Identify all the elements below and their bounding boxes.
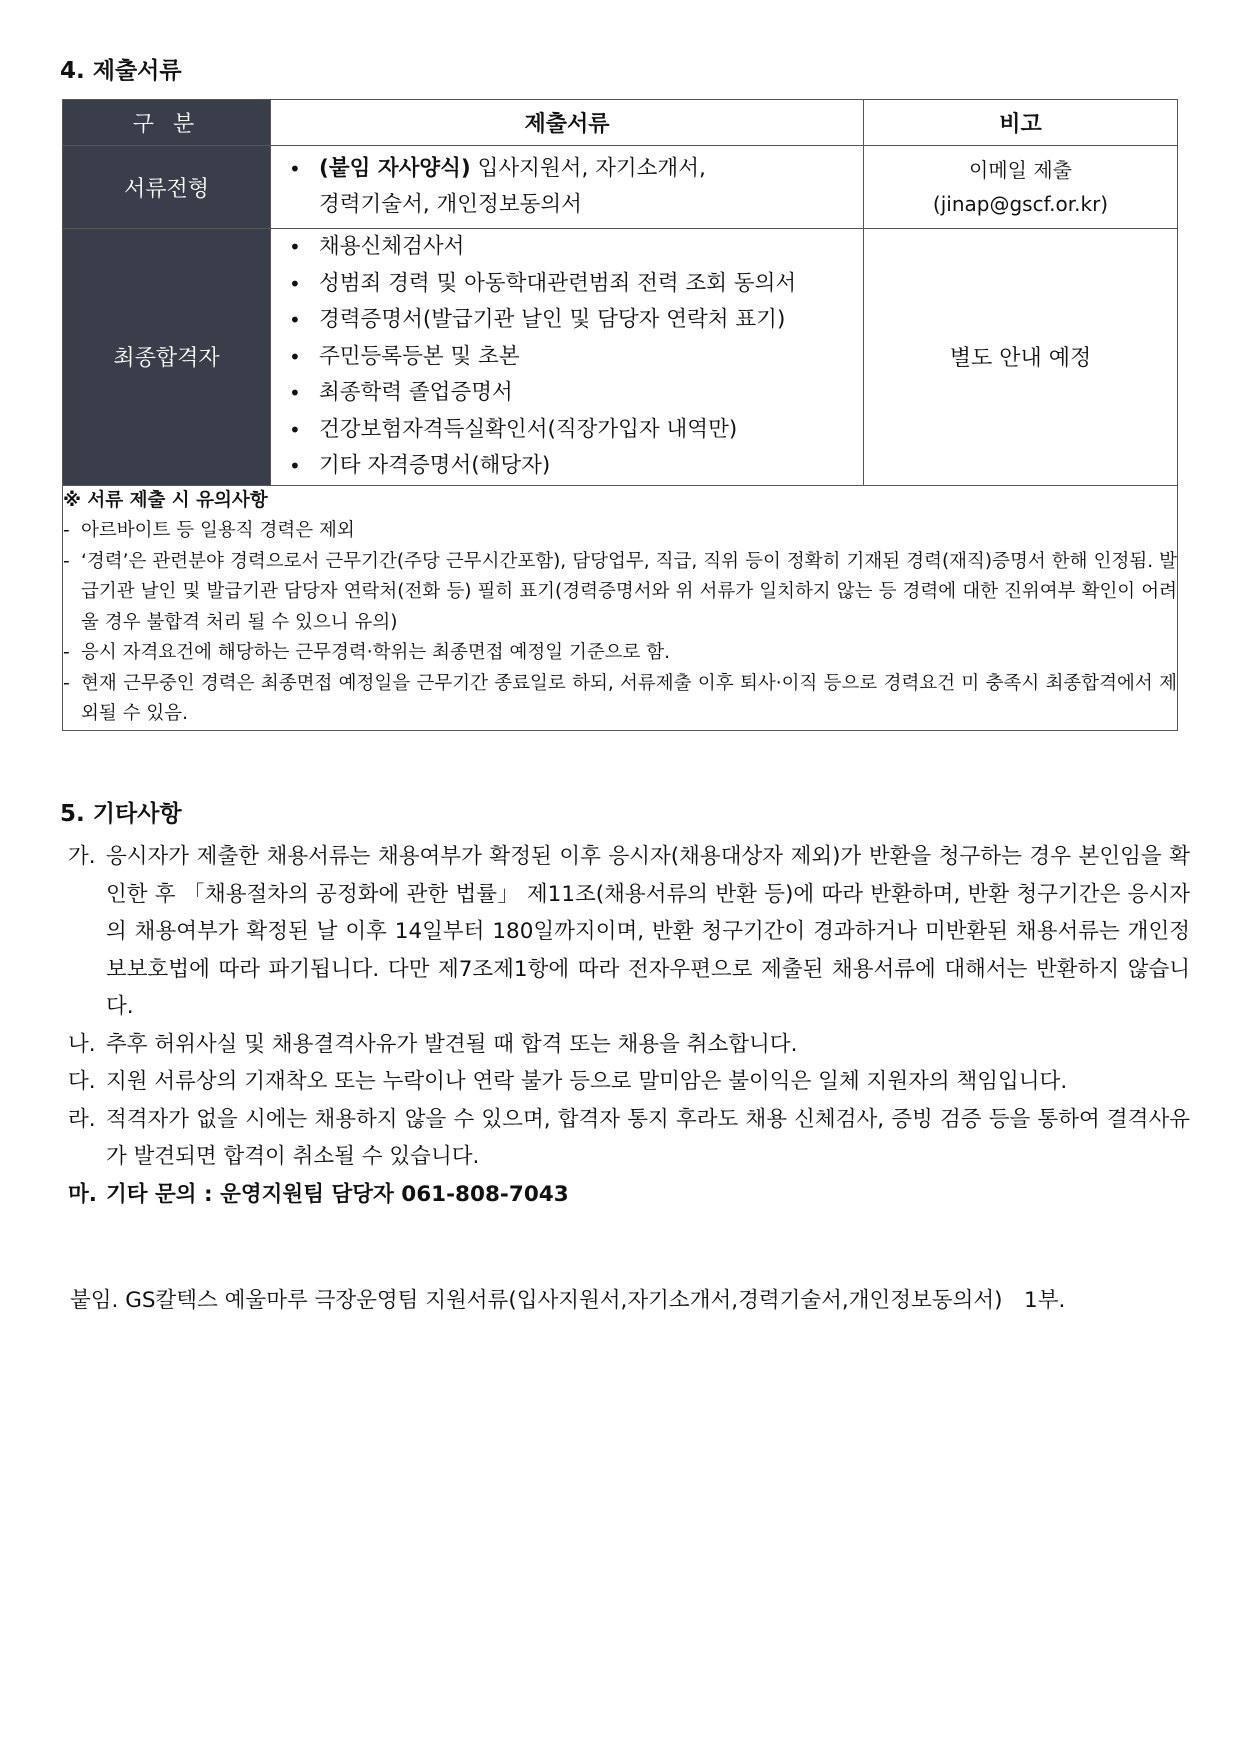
bullet-icon: • (289, 235, 301, 259)
bullet-icon: • (289, 454, 301, 478)
caution-text: 현재 근무중인 경력은 최종면접 예정일을 근무기간 종료일로 하되, 서류제출 이후 퇴사·이직 등으로 경력요건 미 충족시 최종합격에서 제외될 수 있음. (81, 672, 1177, 724)
list-item (285, 151, 863, 224)
contact-item (68, 1176, 1190, 1214)
list-item (68, 1063, 1190, 1101)
list-item (285, 339, 863, 376)
section-5-title: 5. 기타사항 (60, 801, 182, 827)
table-row (63, 146, 1178, 229)
email-submit-text: 이메일 제출 (969, 158, 1072, 182)
item-marker: 나. (68, 1031, 96, 1057)
contact-text: 기타 문의 : 운영지원팀 담당자 061-808-7043 (106, 1181, 569, 1207)
bullet-icon: • (289, 381, 301, 405)
bullet-icon: • (289, 344, 301, 369)
remarks-email (864, 146, 1178, 229)
section-4-title: 4. 제출서류 (60, 58, 182, 84)
category-document-screening: 서류전형 (63, 146, 271, 229)
list-item (68, 1026, 1190, 1064)
bullet-icon: • (289, 156, 301, 181)
list-item (285, 375, 863, 412)
item-text: 기타 자격증명서(해당자) (319, 453, 551, 478)
category-final-pass: 최종합격자 (63, 229, 271, 486)
item-text: 추후 허위사실 및 채용결격사유가 발견될 때 합격 또는 채용을 취소합니다. (106, 1031, 798, 1057)
bullet-icon: • (289, 308, 301, 332)
bullet-icon: • (289, 417, 301, 442)
item-text: 입사지원서, 자기소개서, (470, 155, 706, 181)
submission-documents-table (62, 99, 1178, 731)
caution-item: - ‘경력’은 관련분야 경력으로서 근무기간(주당 근무시간포함), 담당업무, 직급, 직위 등이 정확히 기재된 경력(재직)증명서 한해 인정됨. 발급기관 날인 및 발급기관 담당자 연락처(전화 등) 필히 표기(경력증명서와 위 서류가 일치하지 않는 등 경력에 대한 진위여부 확인이 어려울 경우 불합격 처리 될 수 있으니 유의) (63, 547, 1177, 639)
caution-text: ‘경력’은 관련분야 경력으로서 근무기간(주당 근무시간포함), 담당업무, 직급, 직위 등이 정확히 기재된 경력(재직)증명서 한해 인정됨. 발급기관 날인 및 발급기관 담당자 연락처(전화 등) 필히 표기(경력증명서와 위 서류가 일치하지 않는 등 경력에 대한 진위여부 확인이 어려울 경우 불합격 처리 될 수 있으니 유의) (81, 550, 1177, 633)
caution-item: - 현재 근무중인 경력은 최종면접 예정일을 근무기간 종료일로 하되, 서류제출 이후 퇴사·이직 등으로 경력요건 미 충족시 최종합격에서 제외될 수 있음. (63, 669, 1177, 730)
list-item (285, 229, 863, 266)
table-row (63, 229, 1178, 486)
item-text-continued: 경력기술서, 개인정보동의서 (319, 192, 582, 217)
item-text: 적격자가 없을 시에는 채용하지 않을 수 있으며, 합격자 통지 후라도 채용 신체검사, 증빙 검증 등을 통하여 결격사유가 발견되면 합격이 취소될 수 있습니다. (106, 1106, 1190, 1169)
item-text: 응시자가 제출한 채용서류는 채용여부가 확정된 이후 응시자(채용대상자 제외)가 반환을 청구하는 경우 본인임을 확인한 후 「채용절차의 공정화에 관한 법률」 제11조(채용서류의 반환 등)에 따라 반환하며, 반환 청구기간은 응시자의 채용여부가 확정된 날 이후 14일부터 180일까지이며, 반환 청구기간이 경과하거나 미반환된 채용서류는 개인정보보호법에 따라 파기됩니다. 다만 제7조제1항에 따라 전자우편으로 제출된 채용서류에 대해서는 반환하지 않습니다. (106, 844, 1190, 1019)
item-marker: 가. (68, 844, 96, 869)
caution-row (63, 485, 1178, 730)
item-text: 주민등록등본 및 초본 (319, 343, 520, 369)
caution-text: 응시 자격요건에 해당하는 근무경력·학위는 최종면접 예정일 기준으로 함. (81, 642, 671, 663)
caution-item: - 아르바이트 등 일용직 경력은 제외 (63, 516, 1177, 547)
list-item (285, 448, 863, 485)
attached-form-label: (붙임 자사양식) (319, 155, 471, 181)
item-marker: 마. (68, 1181, 97, 1207)
caution-item: - 응시 자격요건에 해당하는 근무경력·학위는 최종면접 예정일 기준으로 함. (63, 638, 1177, 669)
remarks-separate-notice: 별도 안내 예정 (864, 229, 1178, 486)
caution-box (63, 485, 1178, 730)
other-matters-list (68, 838, 1190, 1213)
header-category: 구 분 (63, 100, 271, 146)
list-item (68, 838, 1190, 1026)
list-item (285, 302, 863, 339)
table-header-row (63, 100, 1178, 146)
item-text: 성범죄 경력 및 아동학대관련범죄 전력 조회 동의서 (319, 270, 797, 296)
list-item (285, 266, 863, 303)
item-text: 지원 서류상의 기재착오 또는 누락이나 연락 불가 등으로 말미암은 불이익은 일체 지원자의 책임입니다. (106, 1069, 1068, 1094)
document-list (271, 229, 864, 486)
email-address: (jinap@gscf.or.kr) (932, 192, 1109, 216)
item-text: 최종학력 졸업증명서 (319, 380, 513, 405)
caution-title: ※ 서류 제출 시 유의사항 (63, 489, 268, 511)
attachment-note: 붙임. GS칼텍스 예울마루 극장운영팀 지원서류(입사지원서,자기소개서,경력기술서,개인정보동의서) 1부. (70, 1288, 1066, 1313)
item-marker: 라. (68, 1106, 96, 1132)
item-text: 채용신체검사서 (319, 234, 465, 259)
list-item (285, 412, 863, 449)
list-item (68, 1101, 1190, 1176)
document-list (271, 146, 864, 229)
header-remarks: 비고 (864, 100, 1178, 146)
item-text: 경력증명서(발급기관 날인 및 담당자 연락처 표기) (319, 307, 786, 332)
item-text: 건강보험자격득실확인서(직장가입자 내역만) (319, 416, 738, 442)
bullet-icon: • (289, 271, 301, 296)
header-documents: 제출서류 (271, 100, 864, 146)
caution-text: 아르바이트 등 일용직 경력은 제외 (81, 520, 355, 541)
item-marker: 다. (68, 1069, 96, 1094)
